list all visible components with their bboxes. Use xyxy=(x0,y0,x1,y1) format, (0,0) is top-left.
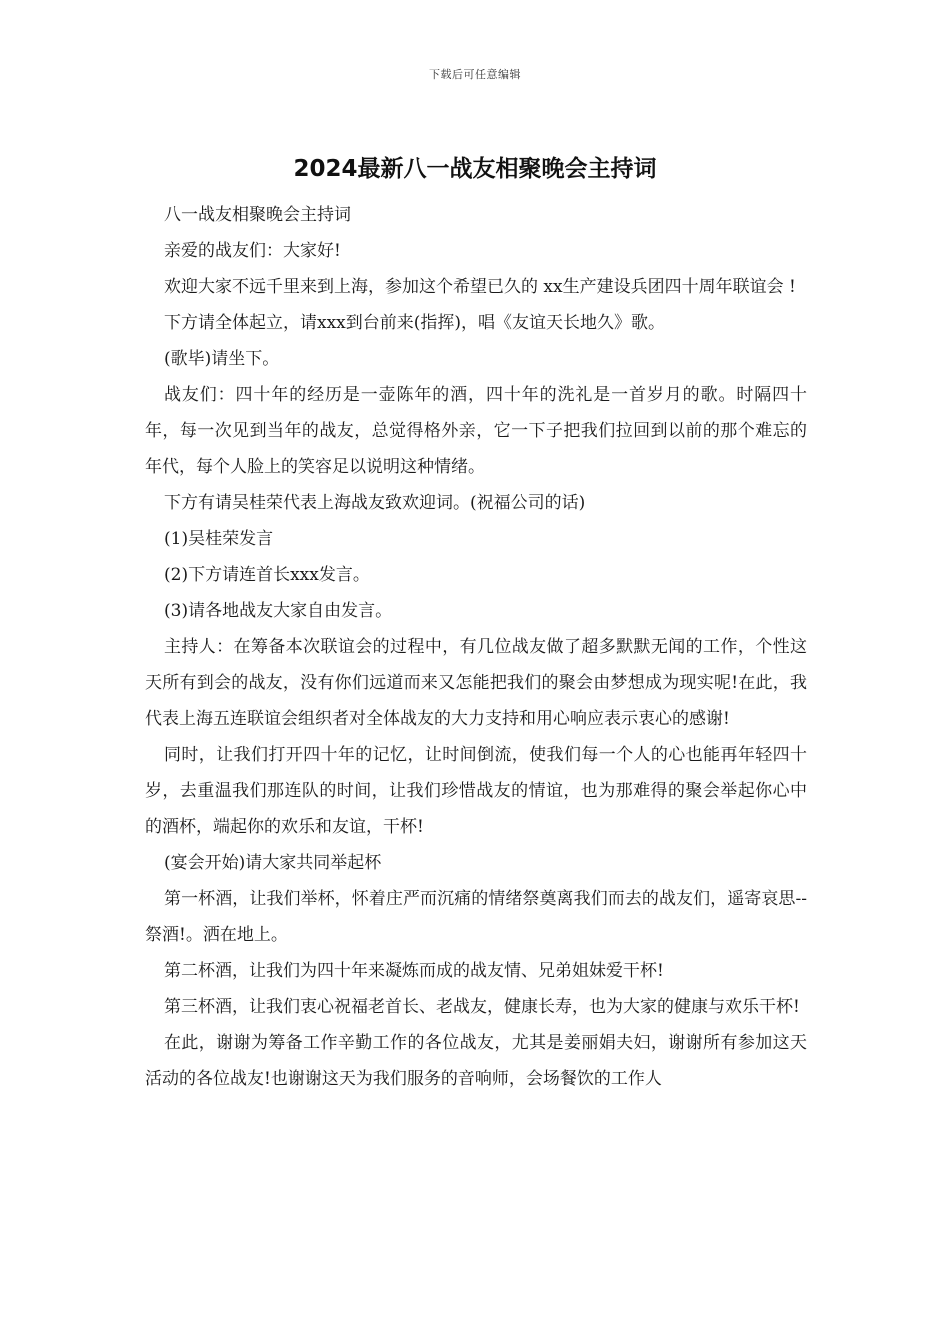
paragraph: 同时，让我们打开四十年的记忆，让时间倒流，使我们每一个人的心也能再年轻四十岁，去重温我们那连队的时间，让我们珍惜战友的情谊，也为那难得的聚会举起你心中的酒杯，端起你的欢乐和友谊，干杯! xyxy=(145,745,807,837)
paragraph: 下方请全体起立，请xxx到台前来(指挥)，唱《友谊天长地久》歌。 xyxy=(164,313,666,333)
paragraph: 亲爱的战友们：大家好! xyxy=(164,241,341,261)
paragraph: 欢迎大家不远千里来到上海，参加这个希望已久的 xx生产建设兵团四十周年联谊会 ! xyxy=(164,277,796,297)
document-body xyxy=(145,197,807,1097)
paragraph: (歌毕)请坐下。 xyxy=(164,349,280,369)
paragraph: (宴会开始)请大家共同举起杯 xyxy=(164,853,382,873)
paragraph: 第一杯酒，让我们举杯，怀着庄严而沉痛的情绪祭奠离我们而去的战友们，遥寄哀思--祭酒!。洒在地上。 xyxy=(145,889,807,945)
paragraph: (1)吴桂荣发言 xyxy=(164,529,274,549)
document-title: 2024最新八一战友相聚晚会主持词 xyxy=(293,156,657,182)
paragraph: 在此，谢谢为筹备工作辛勤工作的各位战友，尤其是姜丽娟夫妇，谢谢所有参加这天活动的各位战友!也谢谢这天为我们服务的音响师，会场餐饮的工作人 xyxy=(145,1033,807,1089)
page-header-note: 下载后可任意编辑 xyxy=(429,68,521,81)
paragraph: 八一战友相聚晚会主持词 xyxy=(164,205,351,225)
paragraph: 第二杯酒，让我们为四十年来凝炼而成的战友情、兄弟姐妹爱干杯! xyxy=(164,961,664,981)
paragraph: 下方有请吴桂荣代表上海战友致欢迎词。(祝福公司的话) xyxy=(164,493,586,513)
paragraph: 第三杯酒，让我们衷心祝福老首长、老战友，健康长寿，也为大家的健康与欢乐干杯! xyxy=(164,997,800,1017)
paragraph: 战友们：四十年的经历是一壶陈年的酒，四十年的洗礼是一首岁月的歌。时隔四十年，每一次见到当年的战友，总觉得格外亲，它一下子把我们拉回到以前的那个难忘的年代，每个人脸上的笑容足以说明这种情绪。 xyxy=(145,385,807,477)
paragraph: (2)下方请连首长xxx发言。 xyxy=(164,565,370,585)
paragraph: (3)请各地战友大家自由发言。 xyxy=(164,601,393,621)
paragraph: 主持人：在筹备本次联谊会的过程中，有几位战友做了超多默默无闻的工作，个性这天所有到会的战友，没有你们远道而来又怎能把我们的聚会由梦想成为现实呢!在此，我代表上海五连联谊会组织者对全体战友的大力支持和用心响应表示衷心的感谢! xyxy=(145,637,807,729)
